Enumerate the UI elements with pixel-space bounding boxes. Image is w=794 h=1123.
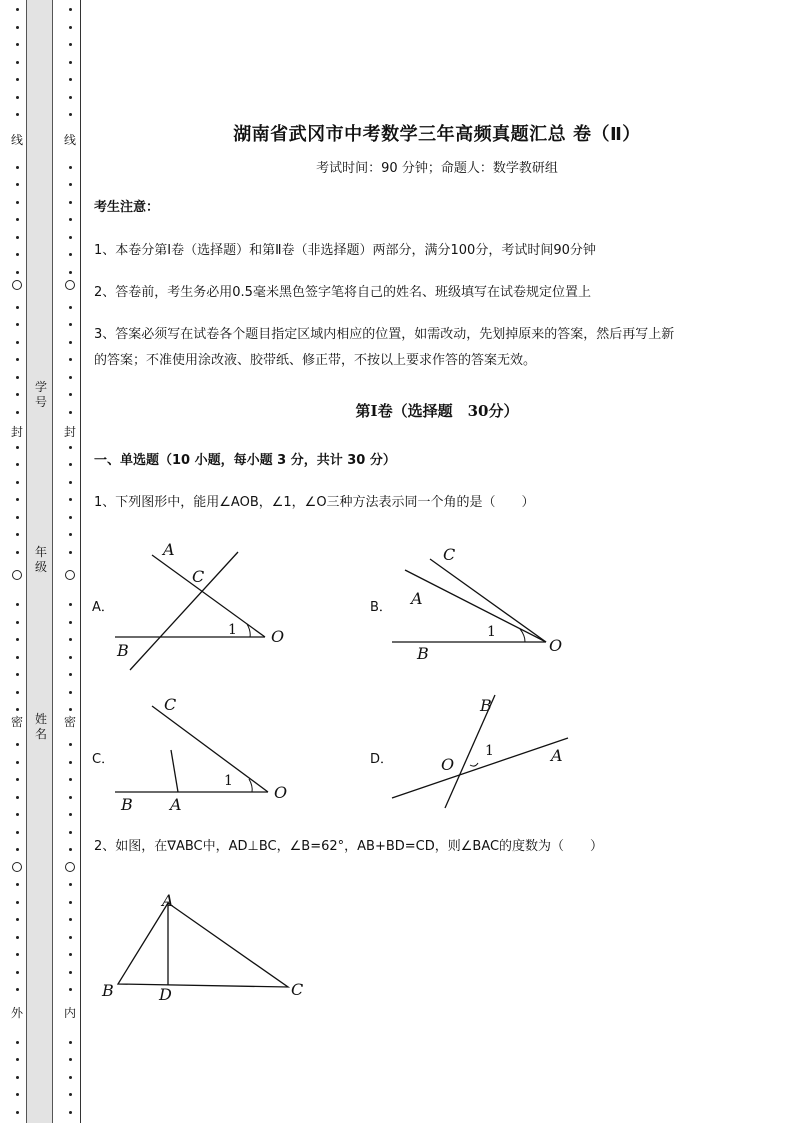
- cut-dot: [69, 96, 72, 99]
- cut-dot: [16, 1093, 19, 1096]
- fig-q2-label-c: C: [291, 980, 304, 999]
- cut-dot: [16, 498, 19, 501]
- fig-a-label-c: C: [192, 567, 205, 586]
- mark-xian-inner: 线: [63, 133, 76, 147]
- cut-dot: [69, 393, 72, 396]
- cut-dot: [16, 411, 19, 414]
- cut-dot: [69, 638, 72, 641]
- option-d-label[interactable]: D．: [370, 752, 394, 767]
- option-a-label[interactable]: A．: [92, 600, 114, 615]
- circle-mark-outer: [12, 862, 22, 872]
- fig-b-label-o: O: [549, 636, 563, 655]
- label-name: 姓名: [34, 712, 47, 741]
- cut-dot: [69, 743, 72, 746]
- section-title: 第Ⅰ卷（选择题 30分）: [355, 402, 519, 420]
- fig-d-label-b: B: [480, 696, 492, 715]
- label-student-id: 学号: [34, 380, 47, 409]
- cut-dot: [69, 61, 72, 64]
- cut-dot: [69, 691, 72, 694]
- cut-dot: [69, 936, 72, 939]
- notice-heading: 考生注意：: [94, 200, 160, 215]
- figure-option-b: [380, 535, 580, 675]
- fig-a-label-o: O: [271, 627, 285, 646]
- fig-b-label-c: C: [443, 545, 456, 564]
- cut-dot: [69, 218, 72, 221]
- cut-dot: [69, 708, 72, 711]
- cut-dot: [69, 1111, 72, 1114]
- cut-dot: [69, 26, 72, 29]
- cut-dot: [69, 813, 72, 816]
- fig-q2-label-d: D: [159, 985, 172, 1004]
- cut-dot: [69, 971, 72, 974]
- cut-dot: [16, 376, 19, 379]
- cut-dot: [16, 883, 19, 886]
- fig-b-label-a: A: [411, 589, 423, 608]
- notice-item-2: 2、答卷前，考生务必用0.5毫米黑色签字笔将自己的姓名、班级填写在试卷规定位置上: [94, 285, 591, 300]
- mark-mi-inner: 密: [63, 715, 76, 729]
- cut-dot: [16, 1041, 19, 1044]
- cut-dot: [16, 218, 19, 221]
- cut-dot: [16, 743, 19, 746]
- fig-c-label-1: 1: [224, 773, 233, 789]
- mark-mi-outer: 密: [10, 715, 23, 729]
- figure-option-c: [100, 690, 300, 820]
- fig-b-label-b: B: [417, 644, 429, 663]
- cut-dot: [69, 43, 72, 46]
- figure-option-d: [380, 690, 580, 820]
- cut-dot: [69, 1058, 72, 1061]
- circle-mark-outer: [12, 570, 22, 580]
- cut-dot: [16, 393, 19, 396]
- cut-dot: [16, 708, 19, 711]
- fig-d-label-a: A: [551, 746, 563, 765]
- cut-dot: [16, 43, 19, 46]
- cut-dot: [69, 463, 72, 466]
- cut-dot: [69, 411, 72, 414]
- cut-dot: [16, 953, 19, 956]
- label-grade: 年级: [34, 545, 47, 574]
- cut-dot: [16, 201, 19, 204]
- cut-dot: [69, 8, 72, 11]
- circle-mark-inner: [65, 862, 75, 872]
- cut-dot: [69, 201, 72, 204]
- cut-dot: [69, 1041, 72, 1044]
- cut-dot: [69, 901, 72, 904]
- cut-dot: [16, 1076, 19, 1079]
- cut-dot: [69, 341, 72, 344]
- cut-dot: [69, 271, 72, 274]
- fig-c-label-b: B: [121, 795, 133, 814]
- fig-a-label-a: A: [163, 540, 175, 559]
- cut-dot: [69, 78, 72, 81]
- fig-q2-label-a: A: [162, 891, 174, 910]
- cut-dot: [16, 358, 19, 361]
- cut-dot: [16, 603, 19, 606]
- cut-dot: [16, 796, 19, 799]
- cut-dot: [16, 1058, 19, 1061]
- circle-mark-inner: [65, 570, 75, 580]
- option-b-label[interactable]: B．: [370, 600, 392, 615]
- cut-dot: [69, 673, 72, 676]
- question-2-stem: 2、如图，在∇ABC中，AD⊥BC，∠B=62°，AB+BD=CD，则∠BAC的度数为（ ）: [94, 839, 604, 854]
- fig-c-label-a: A: [170, 795, 182, 814]
- cut-dot: [16, 113, 19, 116]
- dotted-cut-line-outer: [14, 0, 24, 1123]
- fig-q2-label-b: B: [102, 981, 114, 1000]
- notice-item-3: 3、答案必须写在试卷各个题目指定区域内相应的位置，如需改动，先划掉原来的答案，然后再写上新: [94, 327, 675, 342]
- cut-dot: [69, 498, 72, 501]
- cut-dot: [16, 656, 19, 659]
- fig-a-label-1: 1: [228, 622, 237, 638]
- mark-xian-outer: 线: [10, 133, 23, 147]
- cut-dot: [16, 236, 19, 239]
- cut-dot: [16, 463, 19, 466]
- cut-dot: [16, 551, 19, 554]
- cut-dot: [16, 1111, 19, 1114]
- part-heading: 一、单选题（10 小题，每小题 3 分，共计 30 分）: [94, 453, 396, 468]
- cut-dot: [69, 481, 72, 484]
- cut-dot: [69, 918, 72, 921]
- cut-dot: [16, 96, 19, 99]
- cut-dot: [69, 1093, 72, 1096]
- page-title: 湖南省武冈市中考数学三年高频真题汇总 卷（Ⅱ）: [233, 124, 641, 145]
- cut-dot: [69, 551, 72, 554]
- cut-dot: [16, 831, 19, 834]
- cut-dot: [16, 481, 19, 484]
- cut-dot: [69, 831, 72, 834]
- cut-dot: [69, 953, 72, 956]
- cut-dot: [16, 533, 19, 536]
- cut-dot: [69, 166, 72, 169]
- cut-dot: [16, 446, 19, 449]
- cut-dot: [16, 306, 19, 309]
- cut-dot: [69, 323, 72, 326]
- cut-dot: [69, 533, 72, 536]
- cut-dot: [16, 26, 19, 29]
- fig-a-label-b: B: [117, 641, 129, 660]
- cut-dot: [16, 621, 19, 624]
- cut-dot: [16, 78, 19, 81]
- cut-dot: [69, 183, 72, 186]
- exam-info: 考试时间：90 分钟；命题人：数学教研组: [316, 161, 558, 176]
- mark-wai-outer: 外: [10, 1006, 23, 1020]
- cut-dot: [69, 656, 72, 659]
- cut-dot: [16, 691, 19, 694]
- cut-dot: [69, 236, 72, 239]
- cut-dot: [69, 778, 72, 781]
- cut-dot: [16, 901, 19, 904]
- cut-dot: [69, 376, 72, 379]
- cut-dot: [16, 971, 19, 974]
- cut-dot: [16, 183, 19, 186]
- circle-mark-inner: [65, 280, 75, 290]
- question-1-stem: 1、下列图形中，能用∠AOB，∠1，∠O三种方法表示同一个角的是（ ）: [94, 495, 535, 510]
- figure-question-2: [96, 888, 316, 1008]
- cut-dot: [16, 673, 19, 676]
- cut-dot: [69, 516, 72, 519]
- cut-dot: [16, 638, 19, 641]
- cut-dot: [69, 358, 72, 361]
- cut-dot: [69, 621, 72, 624]
- cut-dot: [16, 516, 19, 519]
- cut-dot: [16, 918, 19, 921]
- cut-dot: [16, 323, 19, 326]
- fig-d-label-1: 1: [485, 743, 494, 759]
- option-c-label[interactable]: C．: [92, 752, 115, 767]
- cut-dot: [69, 113, 72, 116]
- cut-dot: [69, 883, 72, 886]
- cut-dot: [16, 166, 19, 169]
- circle-mark-outer: [12, 280, 22, 290]
- cut-dot: [16, 848, 19, 851]
- notice-item-3-cont: 的答案；不准使用涂改液、胶带纸、修正带，不按以上要求作答的答案无效。: [94, 353, 537, 368]
- mark-nei-inner: 内: [63, 1006, 76, 1020]
- fig-c-label-o: O: [274, 783, 288, 802]
- cut-dot: [69, 796, 72, 799]
- cut-dot: [16, 778, 19, 781]
- cut-dot: [69, 761, 72, 764]
- cut-dot: [16, 936, 19, 939]
- cut-dot: [69, 848, 72, 851]
- notice-item-1: 1、本卷分第Ⅰ卷（选择题）和第Ⅱ卷（非选择题）两部分，满分100分，考试时间90分钟: [94, 243, 596, 258]
- fig-d-label-o: O: [441, 755, 455, 774]
- cut-dot: [16, 761, 19, 764]
- cut-dot: [16, 253, 19, 256]
- mark-feng-outer: 封: [10, 425, 23, 439]
- cut-dot: [16, 988, 19, 991]
- mark-feng-inner: 封: [63, 425, 76, 439]
- cut-dot: [69, 988, 72, 991]
- dotted-cut-line-inner: [67, 0, 77, 1123]
- cut-dot: [69, 446, 72, 449]
- cut-dot: [69, 1076, 72, 1079]
- cut-dot: [16, 813, 19, 816]
- cut-dot: [16, 61, 19, 64]
- cut-dot: [69, 603, 72, 606]
- fig-b-label-1: 1: [487, 624, 496, 640]
- cut-dot: [16, 341, 19, 344]
- fig-c-label-c: C: [164, 695, 177, 714]
- cut-dot: [16, 8, 19, 11]
- cut-dot: [69, 253, 72, 256]
- cut-dot: [16, 271, 19, 274]
- cut-dot: [69, 306, 72, 309]
- figure-option-a: [100, 535, 300, 675]
